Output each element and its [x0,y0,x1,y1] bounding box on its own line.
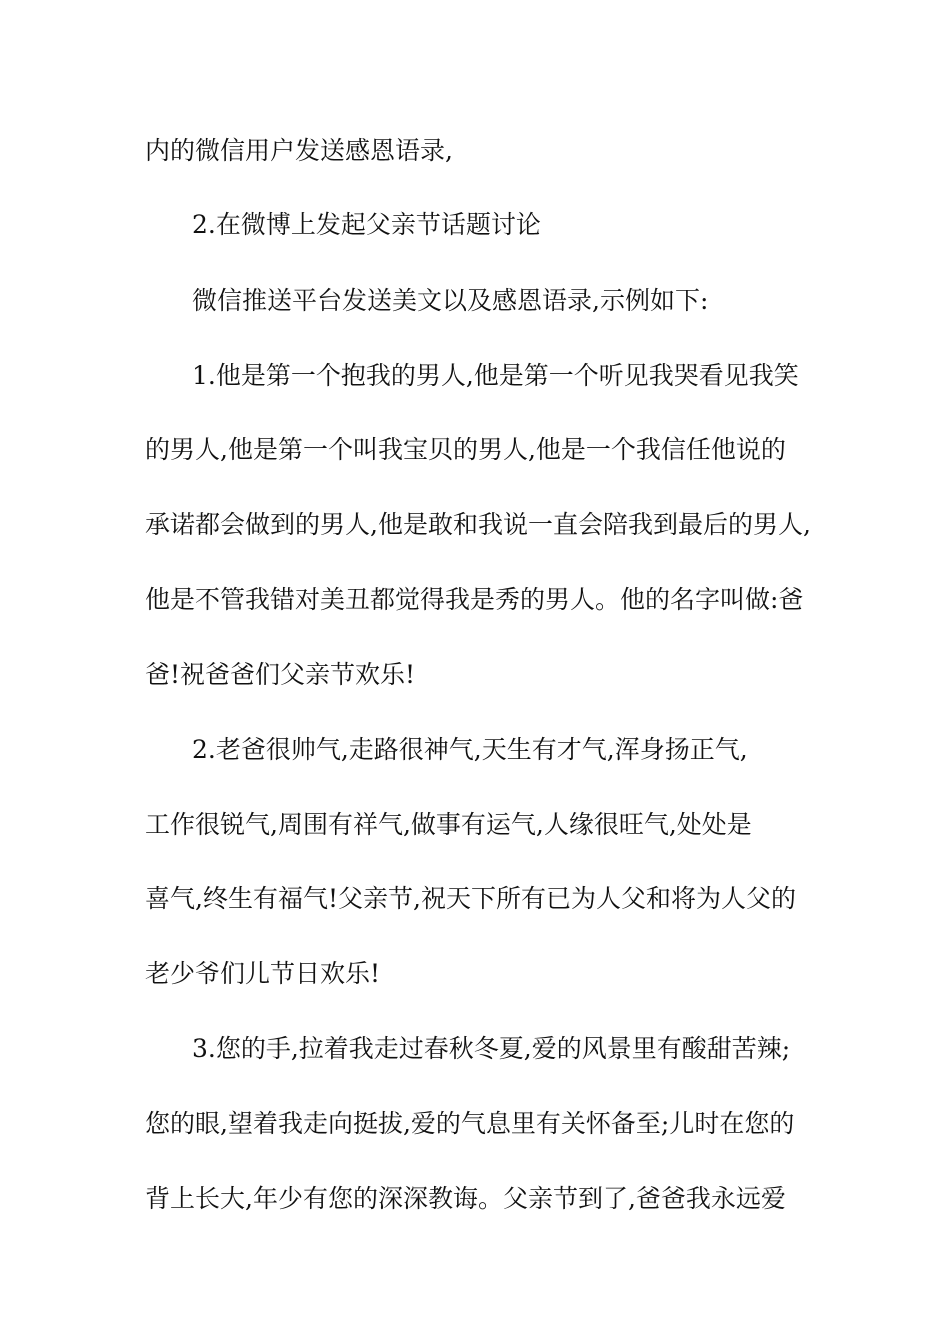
text-line: 工作很锐气,周围有祥气,做事有运气,人缘很旺气,处处是 [145,810,752,839]
text-line: 喜气,终生有福气!父亲节,祝天下所有已为人父和将为人父的 [145,884,796,913]
text-line: 承诺都会做到的男人,他是敢和我说一直会陪我到最后的男人, [145,510,811,539]
text-line: 您的眼,望着我走向挺拔,爱的气息里有关怀备至;儿时在您的 [145,1109,795,1138]
text-line: 他是不管我错对美丑都觉得我是秀的男人。他的名字叫做:爸 [145,585,804,614]
text-line: 老少爷们儿节日欢乐! [145,959,381,988]
text-line: 背上长大,年少有您的深深教诲。父亲节到了,爸爸我永远爱 [145,1184,786,1213]
text-line: 3.您的手,拉着我走过春秋冬夏,爱的风景里有酸甜苦辣; [192,1034,791,1063]
text-line: 2.老爸很帅气,走路很神气,天生有才气,浑身扬正气, [192,735,748,764]
text-line: 内的微信用户发送感恩语录, [145,136,453,165]
text-line: 1.他是第一个抱我的男人,他是第一个听见我哭看见我笑 [192,361,799,390]
text-line: 爸!祝爸爸们父亲节欢乐! [145,660,416,689]
text-line: 2.在微博上发起父亲节话题讨论 [192,210,541,239]
text-line: 的男人,他是第一个叫我宝贝的男人,他是一个我信任他说的 [145,435,786,464]
text-line: 微信推送平台发送美文以及感恩语录,示例如下: [192,286,709,315]
